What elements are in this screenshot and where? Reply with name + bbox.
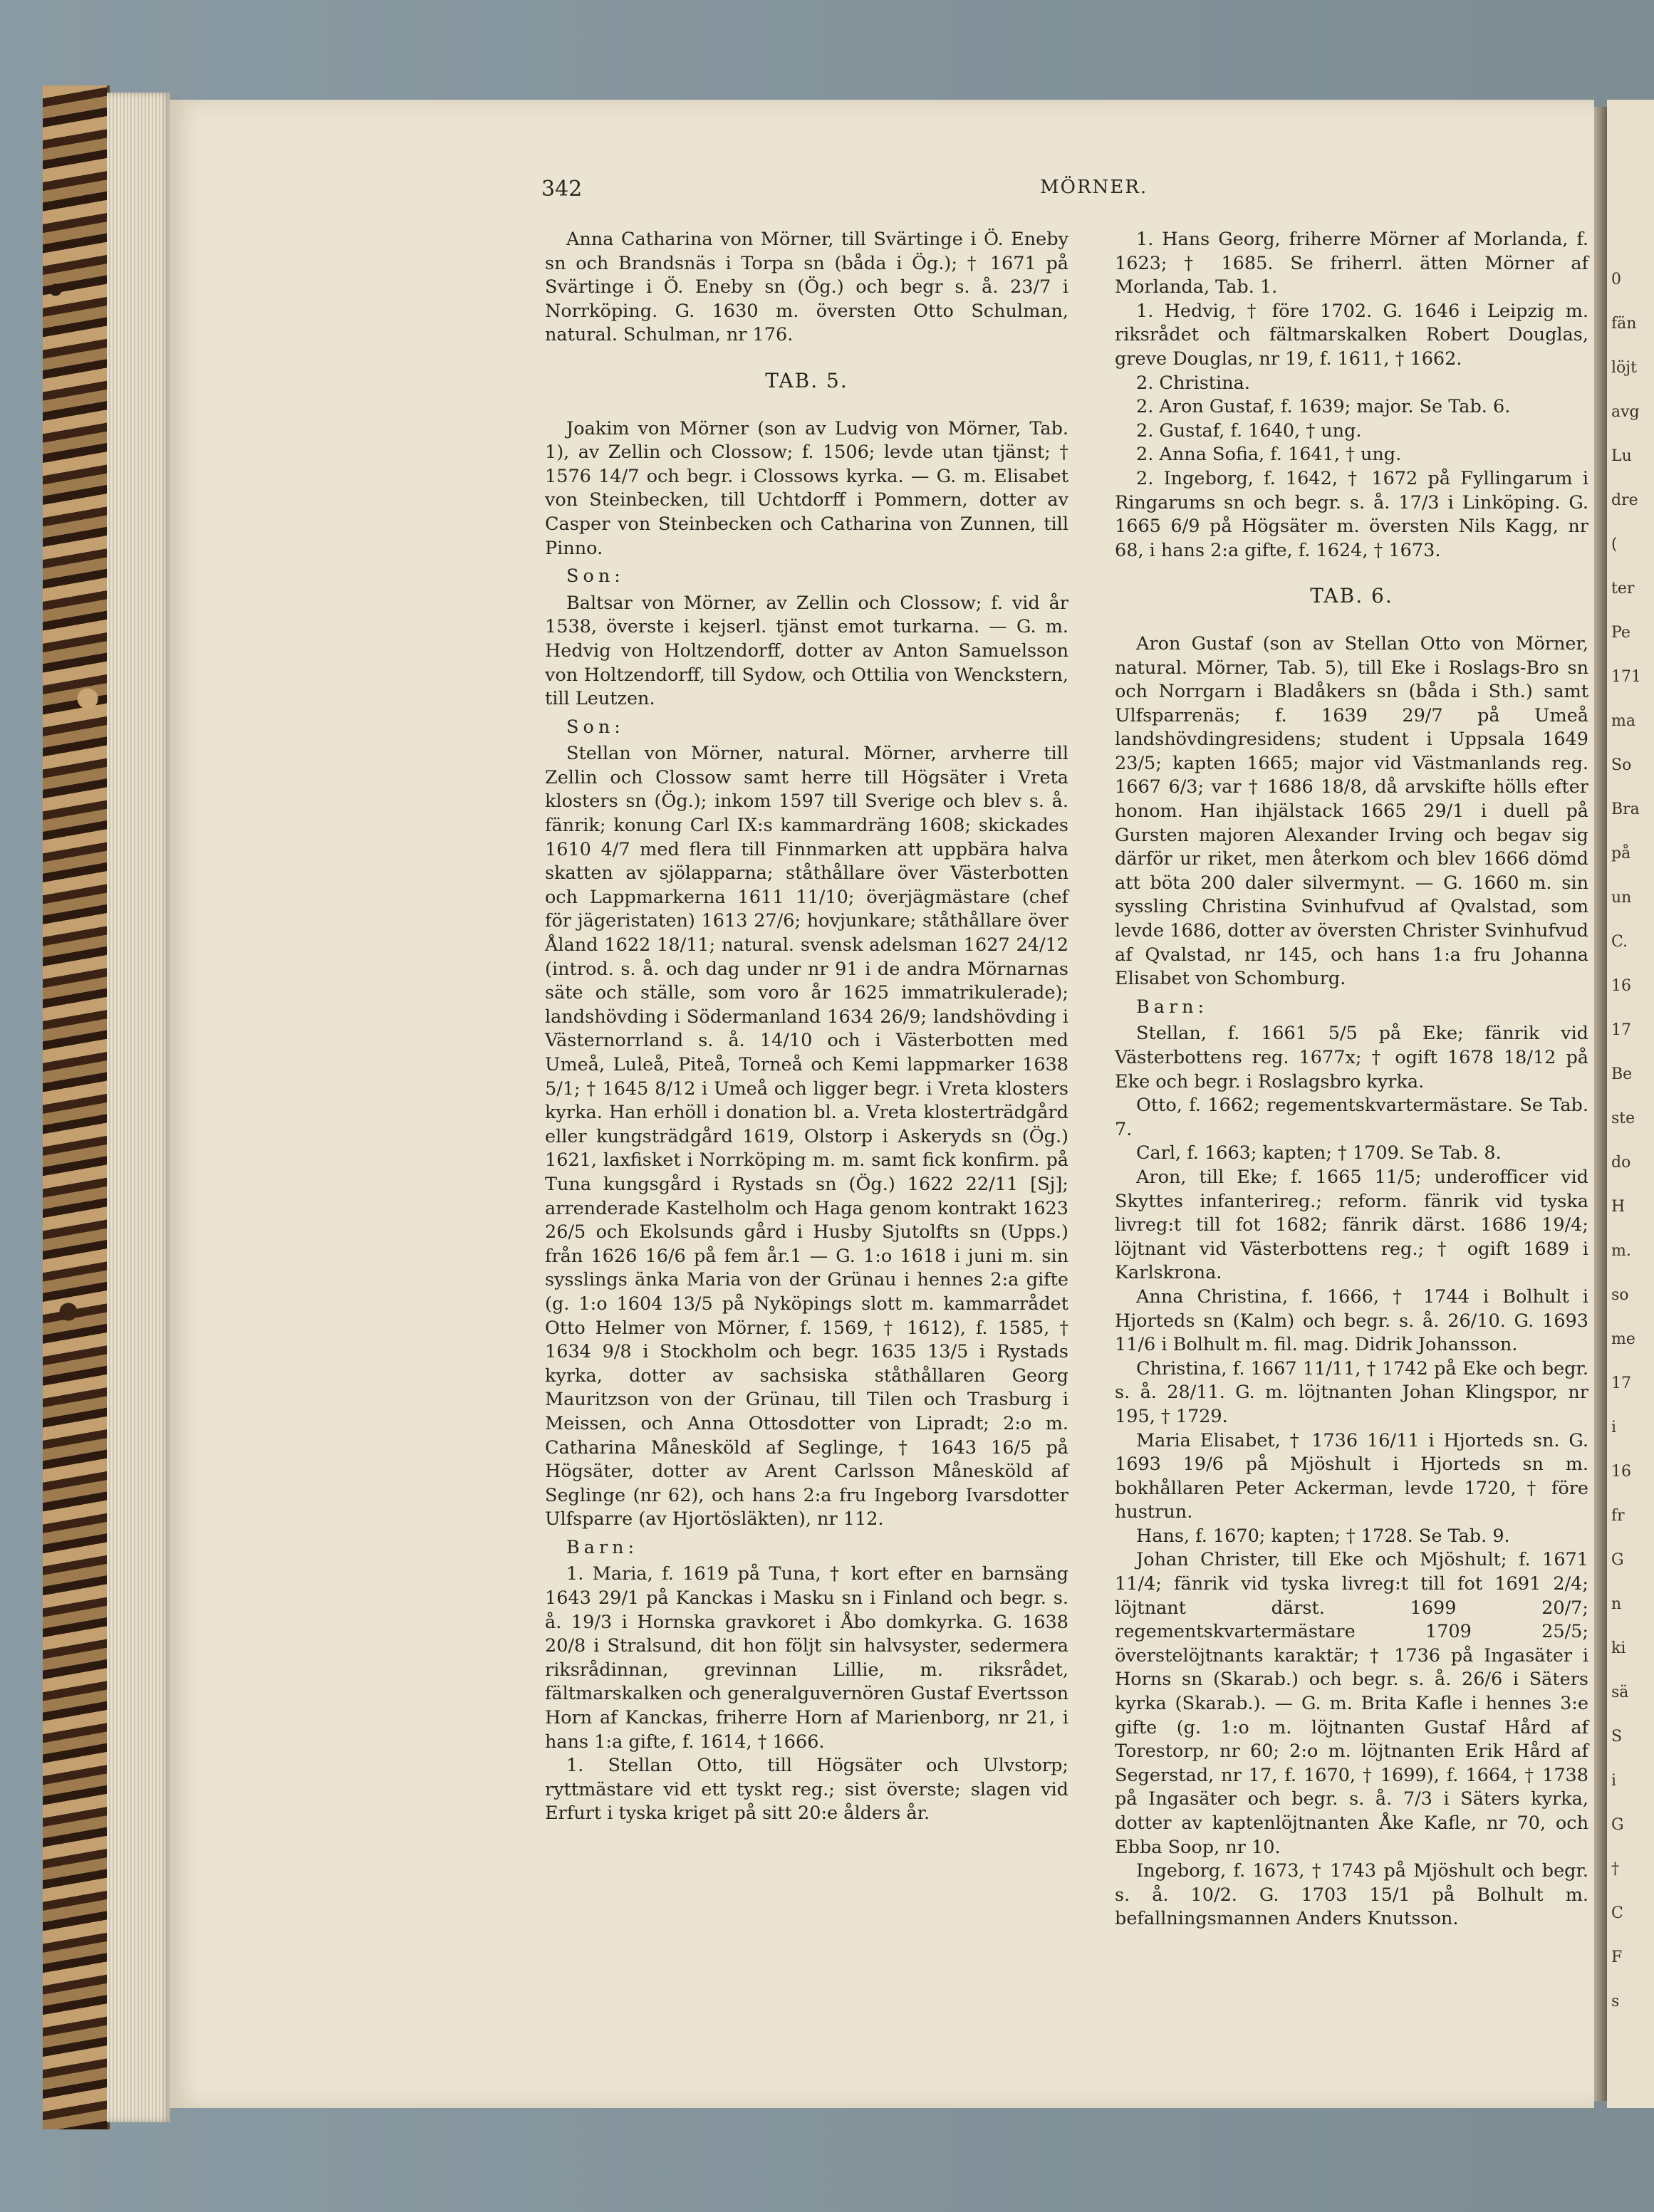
facing-page-text-fragment: i: [1611, 1419, 1617, 1436]
running-head: [541, 177, 1588, 212]
left-column: [545, 228, 1068, 1826]
entry-paragraph: 2. Anna Sofia, f. 1641, † ung.: [1136, 444, 1402, 466]
section-label: Barn:: [1136, 996, 1209, 1018]
facing-page-text-fragment: i: [1611, 1772, 1617, 1790]
facing-page-text-fragment: do: [1611, 1154, 1631, 1172]
section-label: Son:: [566, 565, 625, 588]
entry-paragraph: Hans, f. 1670; kapten; † 1728. Se Tab. 9.: [1136, 1525, 1510, 1547]
facing-page-text-fragment: ma: [1611, 712, 1635, 730]
facing-page-text-fragment: un: [1611, 889, 1632, 907]
facing-page-text-fragment: fän: [1611, 315, 1637, 333]
facing-page-text-fragment: avg: [1611, 403, 1640, 421]
facing-page-text-fragment: Bra: [1611, 800, 1640, 818]
right-column: [1115, 228, 1588, 1931]
facing-page-text-fragment: C.: [1611, 933, 1628, 951]
facing-page-text-fragment: Be: [1611, 1065, 1633, 1083]
entry-paragraph: Baltsar von Mörner, av Zellin och Clossow; f. vid år 1538, överste i kejserl. tjänst emot turkarna. — G. m. Hedvig von Holtzendorff, dotter av Anton Samuelsson von Holtzendorff, till Sydow, och Ottilia von Wenckstern, till Leutzen.: [545, 592, 1068, 710]
entry-paragraph: Johan Christer, till Eke och Mjöshult; f. 1671 11/4; fänrik vid tyska livreg:t till fot 1691 2/4; löjtnant därst. 1699 20/7; regementskvartermästare 1709 25/5; överstelöjtnants karaktär; † 1736 på Ingasäter i Horns sn (Skarab.) och begr. s. å. 26/6 i Säters kyrka (Skarab.). — G. m. Brita Kafle i hennes 3:e gifte (g. 1:o m. löjtnanten Gustaf Hård af Torestorp, nr 60; 2:o m. löjtnanten Erik Hård af Segerstad, nr 17, f. 1670, † 1699), f. 1664, † 1738 på Ingasäter och begr. s. å. 7/3 i Säters kyrka, dotter av kaptenlöjtnanten Åke Kafle, nr 70, och Ebba Soop, nr 10.: [1115, 1549, 1588, 1858]
marbled-cover-edge: [43, 85, 110, 2129]
entry-paragraph: Carl, f. 1663; kapten; † 1709. Se Tab. 8.: [1136, 1142, 1502, 1164]
facing-page-text-fragment: †: [1611, 1860, 1619, 1878]
section-label: Barn:: [566, 1536, 639, 1558]
facing-page-text-fragment: S: [1611, 1728, 1623, 1746]
facing-page-text-fragment: H: [1611, 1198, 1626, 1216]
entry-paragraph: Christina, f. 1667 11/11, † 1742 på Eke och begr. s. å. 28/11. G. m. löjtnanten Johan Klingspor, nr 195, † 1729.: [1115, 1357, 1588, 1427]
entry-paragraph: Stellan von Mörner, natural. Mörner, arvherre till Zellin och Clossow samt herre till Högsäter i Vreta klosters sn (Ög.); inkom 1597 till Sverige och blev s. å. fänrik; konung Carl IX:s kammardräng 1608; skickades 1610 4/7 med flera till Finnmarken att uppbära halva skatten av sjölapparna; ståthållare över Västerbotten och Lappmarkerna 1611 11/10; överjägmästare (chef för jägeristaten) 1613 27/6; hovjunkare; ståthållare över Åland 1622 18/11; natural. svensk adelsman 1627 24/12 (introd. s. å. och dag under nr 91 i de andra Mörnarnas säte och ställe, som voro år 1625 immatrikulerade); landshövding i Södermanland 1634 26/9; landshövding i Västernorrland s. å. 14/10 och i Västerbotten med Umeå, Luleå, Piteå, Torneå och Kemi lappmarker 1638 5/1; † 1645 8/12 i Umeå och ligger begr. i Vreta klosters kyrka. Han erhöll i donation bl. a. Vreta klosterträdgård eller kungsträdgård 1619, Olstorp i Askeryds sn (Ög.) 1621, laxfisket i Norrköping m. m. samt fick konfirm. på Tuna kungsgård i Rystads sn (Ög.) 1622 22/11 [Sj]; arrenderade Kastelholm och Haga genom kontrakt 1623 26/5 och Ekolsunds gård i Husby Sjutolfts sn (Upps.) från 1626 16/6 på fem år.1 — G. 1:o 1618 i juni m. sin sysslings änka Maria von der Grünau i hennes 2:a gifte (g. 1:o 1604 13/5 på Nyköpings slott m. kammarrådet Otto Helmer von Mörner, f. 1569, † 1612), f. 1585, † 1634 9/8 i Stockholm och begr. 1635 13/5 i Rystads kyrka, dotter av sachsiska ståthållaren Georg Mauritzson von der Grünau, till Tilen och Trasburg i Meissen, och Anna Ottosdotter von Lipradt; 2:o m. Catharina Månesköld af Seglinge, † 1643 16/5 på Högsäter, dotter av Arent Carlsson Månesköld af Seglinge (nr 62), och hans 2:a fru Ingeborg Ivarsdotter Ulfsparre (av Hjortösläkten), nr 112.: [545, 743, 1068, 1530]
facing-page-text-fragment: So: [1611, 756, 1632, 774]
book-gutter: [1594, 107, 1607, 2101]
facing-page-text-fragment: ki: [1611, 1639, 1626, 1657]
entry-paragraph: Aron, till Eke; f. 1665 11/5; underofficer vid Skyttes infanterireg.; reform. fänrik vid tyska livreg:t till fot 1682; fänrik därst. 1686 19/4; löjtnant vid Västerbottens reg.; † ogift 1689 i Karlskrona.: [1115, 1166, 1588, 1284]
facing-page-text-fragment: 17: [1611, 1021, 1631, 1039]
facing-page-text-fragment: m.: [1611, 1242, 1631, 1260]
facing-page-text-fragment: sä: [1611, 1684, 1629, 1701]
entry-paragraph: 1. Maria, f. 1619 på Tuna, † kort efter en barnsäng 1643 29/1 på Kanckas i Masku sn i Finland och begr. s. å. 19/3 i Hornska gravkoret i Åbo domkyrka. G. 1638 20/8 i Stralsund, dit hon följt sin halvsyster, sedermera riksrådinnan, grevinnan Lillie, m. riksrådet, fältmarskalken och generalguvernören Gustaf Evertsson Horn af Kanckas, friherre Horn af Marienborg, nr 21, i hans 1:a gifte, f. 1614, † 1666.: [545, 1563, 1068, 1753]
facing-page-text-fragment: G: [1611, 1551, 1624, 1569]
facing-page-text-fragment: s: [1611, 1993, 1620, 2010]
facing-page-text-fragment: n: [1611, 1595, 1622, 1613]
table-heading: TAB. 5.: [765, 368, 848, 392]
entry-paragraph: Aron Gustaf (son av Stellan Otto von Mörner, natural. Mörner, Tab. 5), till Eke i Roslags-Bro sn och Norrgarn i Bladåkers sn (båda i Sth.) samt Ulfsparrenäs; f. 1639 29/7 på Umeå landshövdingresidens; student i Uppsala 1649 23/5; kapten 1665; major vid Västmanlands reg. 1667 6/3; var † 1686 18/8, då arvskifte hölls efter honom. Han ihjälstack 1665 29/1 i duell på Gursten majoren Alexander Irving och begav sig därför ur riket, men återkom och blev 1666 dömd att böta 200 daler silvermynt. — G. 1660 m. sin syssling Christina Svinhufvud af Qvalstad, som levde 1686, dotter av översten Christer Svinhufvud af Qvalstad, nr 145, och hans 1:a fru Johanna Elisabet von Schomburg.: [1115, 632, 1588, 990]
entry-paragraph: 2. Christina.: [1136, 372, 1250, 394]
facing-page-text-fragment: 16: [1611, 1463, 1631, 1481]
page-number: 342: [541, 177, 583, 202]
facing-page-text-fragment: 0: [1611, 271, 1621, 288]
facing-page-text-fragment: (: [1611, 536, 1618, 553]
facing-page-text-fragment: ter: [1611, 580, 1635, 598]
facing-page-text-fragment: 16: [1611, 977, 1631, 995]
facing-page-fragment: [1607, 100, 1654, 2108]
facing-page-text-fragment: 17: [1611, 1374, 1631, 1392]
facing-page-text-fragment: 171: [1611, 668, 1641, 686]
facing-page-text-fragment: Pe: [1611, 624, 1630, 642]
entry-paragraph: 1. Stellan Otto, till Högsäter och Ulvstorp; ryttmästare vid ett tyskt reg.; sist överste; slagen vid Erfurt i tyska kriget på sitt 20:e ålders år.: [545, 1755, 1068, 1825]
table-heading: TAB. 6.: [1310, 584, 1393, 608]
entry-paragraph: 1. Hedvig, † före 1702. G. 1646 i Leipzig m. riksrådet och fältmarskalken Robert Douglas, greve Douglas, nr 19, f. 1611, † 1662.: [1115, 300, 1588, 370]
facing-page-text-fragment: löjt: [1611, 359, 1637, 377]
entry-paragraph: Ingeborg, f. 1673, † 1743 på Mjöshult och begr. s. å. 10/2. G. 1703 15/1 på Bolhult m. befallningsmannen Anders Knutsson.: [1115, 1860, 1588, 1930]
facing-page-text-fragment: ste: [1611, 1110, 1635, 1127]
facing-page-text-fragment: so: [1611, 1286, 1629, 1304]
facing-page-text-fragment: Lu: [1611, 447, 1632, 465]
entry-paragraph: 2. Ingeborg, f. 1642, † 1672 på Fyllingarum i Ringarums sn och begr. s. å. 17/3 i Linköping. G. 1665 6/9 på Högsäter m. översten Nils Kagg, nr 68, i hans 2:a gifte, f. 1624, † 1673.: [1115, 467, 1588, 561]
facing-page-text-fragment: me: [1611, 1330, 1635, 1348]
facing-page-text-fragment: C: [1611, 1904, 1623, 1922]
entry-paragraph: Anna Catharina von Mörner, till Svärtinge i Ö. Eneby sn och Brandsnäs i Torpa sn (båda i Ög.); † 1671 på Svärtinge i Ö. Eneby sn (Ög.) och begr s. å. 23/7 i Norrköping. G. 1630 m. översten Otto Schulman, natural. Schulman, nr 176.: [545, 229, 1068, 346]
facing-page-text-fragment: på: [1611, 845, 1631, 862]
entry-paragraph: Anna Christina, f. 1666, † 1744 i Bolhult i Hjorteds sn (Kalm) och begr. s. å. 26/10. G. 1693 11/6 i Bolhult m. fil. mag. Didrik Johansson.: [1115, 1285, 1588, 1356]
facing-page-text-fragment: fr: [1611, 1507, 1625, 1525]
running-title: MÖRNER.: [1040, 177, 1148, 198]
entry-paragraph: Otto, f. 1662; regementskvartermästare. Se Tab. 7.: [1115, 1095, 1588, 1140]
entry-paragraph: 1. Hans Georg, friherre Mörner af Morlanda, f. 1623; † 1685. Se friherrl. ätten Mörner af Morlanda, Tab. 1.: [1115, 229, 1588, 298]
facing-page-text-fragment: dre: [1611, 491, 1638, 509]
page-block-edges: [107, 93, 171, 2122]
facing-page-text-fragment: G: [1611, 1816, 1624, 1834]
entry-paragraph: Joakim von Mörner (son av Ludvig von Mörner, Tab. 1), av Zellin och Clossow; f. 1506; levde utan tjänst; † 1576 14/7 och begr. i Clossows kyrka. — G. m. Elisabet von Steinbecken, till Uchtdorff i Pommern, dotter av Casper von Steinbecken och Catharina von Zunnen, till Pinno.: [545, 417, 1068, 559]
section-label: Son:: [566, 716, 625, 738]
entry-paragraph: Stellan, f. 1661 5/5 på Eke; fänrik vid Västerbottens reg. 1677x; † ogift 1678 18/12 på Eke och begr. i Roslagsbro kyrka.: [1115, 1023, 1588, 1092]
entry-paragraph: 2. Gustaf, f. 1640, † ung.: [1136, 419, 1362, 442]
entry-paragraph: Maria Elisabet, † 1736 16/11 i Hjorteds sn. G. 1693 19/6 på Mjöshult i Hjorteds sn m. bokhållaren Peter Ackerman, levde 1720, † före hustrun.: [1115, 1429, 1588, 1523]
entry-paragraph: 2. Aron Gustaf, f. 1639; major. Se Tab. 6.: [1136, 396, 1511, 418]
facing-page-text-fragment: F: [1611, 1948, 1623, 1966]
